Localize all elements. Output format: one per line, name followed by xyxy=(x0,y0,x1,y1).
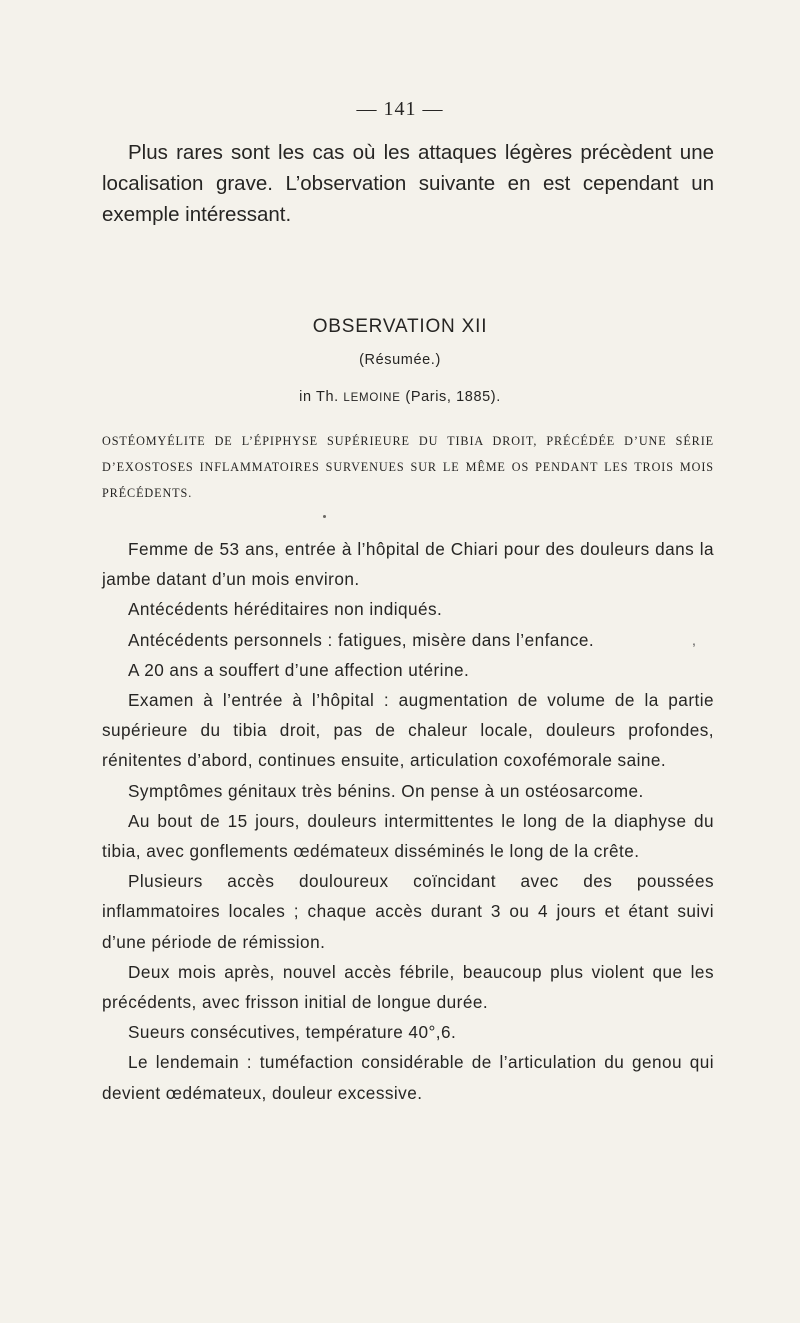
observation-subtitle: (Résumée.) xyxy=(359,352,441,368)
reference-source: (Paris, 1885). xyxy=(405,389,501,405)
observation-title: OBSERVATION XII xyxy=(312,316,488,337)
observation-body xyxy=(102,534,714,1108)
paragraph: Deux mois après, nouvel accès fébrile, beaucoup plus violent que les précédents, avec frisson initial de longue durée. xyxy=(102,961,714,1013)
reference-prefix: in Th. xyxy=(299,389,339,405)
paragraph: A 20 ans a souffert d’une affection utérine. xyxy=(128,659,470,680)
intro-text: Plus rares sont les cas où les attaques légères précèdent une localisation grave. L’observation suivante en est cependant un exemple intéressant. xyxy=(102,141,714,226)
paragraph: Au bout de 15 jours, douleurs intermittentes le long de la diaphyse du tibia, avec gonflements œdémateux disséminés le long de la crête. xyxy=(102,810,714,862)
paragraph: Femme de 53 ans, entrée à l’hôpital de Chiari pour des douleurs dans la jambe datant d’un mois environ. xyxy=(102,539,714,590)
observation-reference xyxy=(0,389,800,405)
margin-mark: , xyxy=(692,632,696,648)
reference-author: LEMOINE xyxy=(343,392,401,404)
paragraph: Symptômes génitaux très bénins. On pense à un ostéosarcome. xyxy=(128,780,644,801)
separator-dot xyxy=(323,515,326,518)
page-number: — 141 — xyxy=(356,98,444,120)
paragraph: Antécédents personnels : fatigues, misère dans l’enfance. xyxy=(128,629,595,650)
intro-paragraph xyxy=(102,137,714,230)
paragraph: Examen à l’entrée à l’hôpital : augmentation de volume de la partie supérieure du tibia droit, pas de chaleur locale, douleurs profondes, rénitentes d’abord, continues ensuite, articulation coxofémorale saine. xyxy=(102,690,714,771)
paragraph: Sueurs consécutives, température 40°,6. xyxy=(128,1022,457,1043)
paragraph: Antécédents héréditaires non indiqués. xyxy=(128,599,443,620)
paragraph: Plusieurs accès douloureux coïncidant avec des poussées inflammatoires locales ; chaque accès durant 3 ou 4 jours et étant suivi d’une période de rémission. xyxy=(102,871,714,952)
observation-heading xyxy=(102,428,714,506)
observation-heading-text: OSTÉOMYÉLITE DE L’ÉPIPHYSE SUPÉRIEURE DU TIBIA DROIT, PRÉCÉDÉE D’UNE SÉRIE D’EXOSTOSES INFLAMMATOIRES SURVENUES SUR LE MÊME OS PENDANT LES TROIS MOIS PRÉCÉDENTS. xyxy=(102,434,714,500)
paragraph: Le lendemain : tuméfaction considérable de l’articulation du genou qui devient œdémateux, douleur excessive. xyxy=(102,1052,714,1103)
